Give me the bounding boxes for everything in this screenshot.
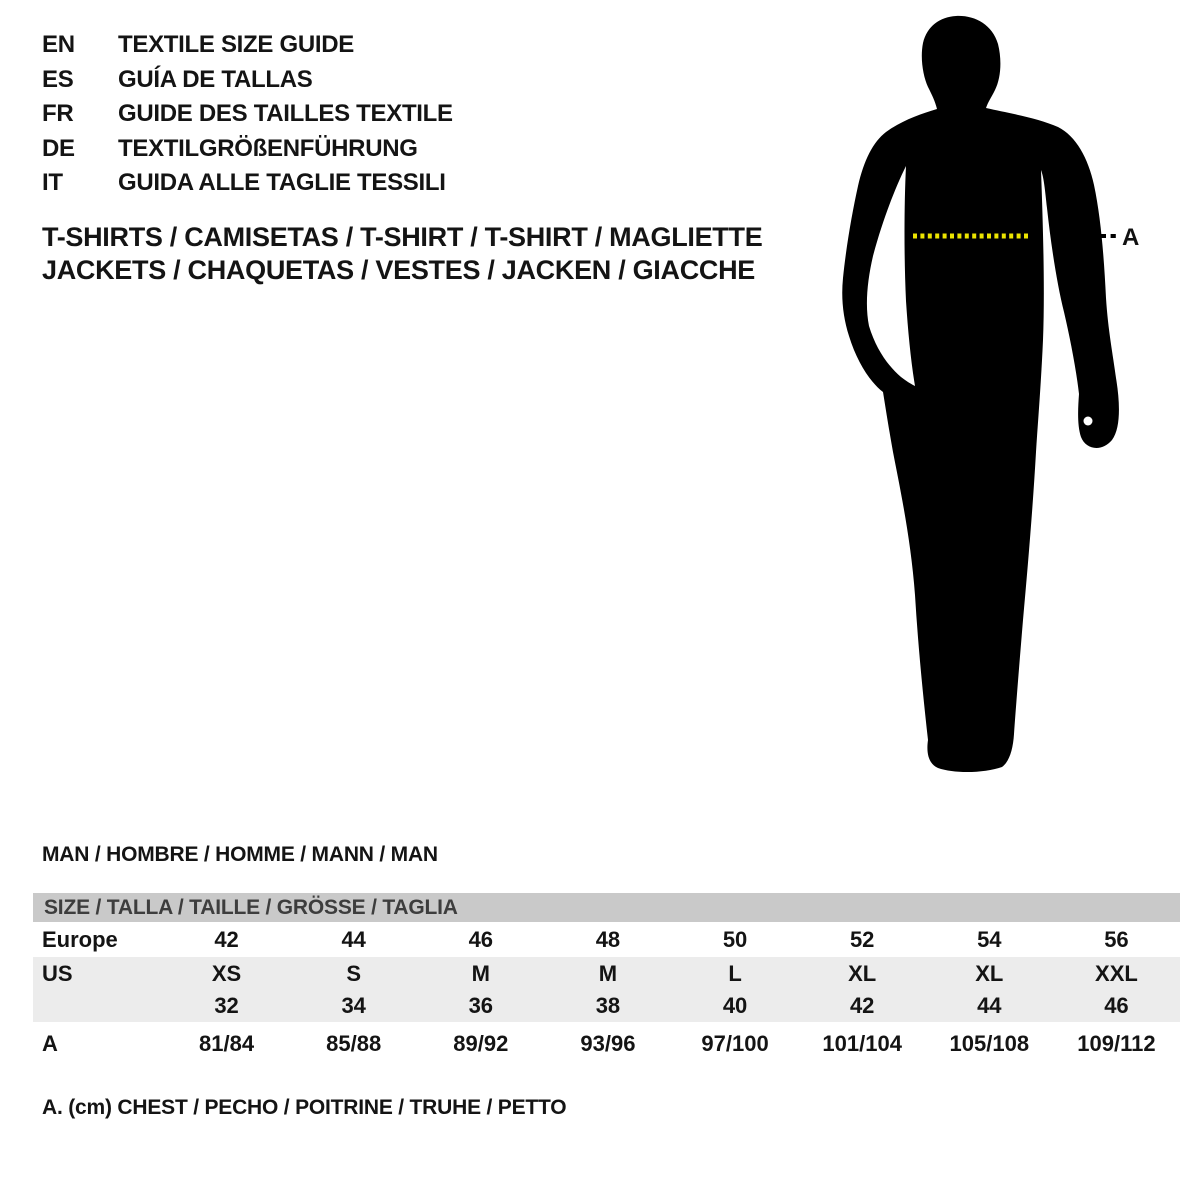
language-code: EN: [42, 31, 75, 59]
size-cell: XL: [848, 960, 877, 986]
size-cell: 46: [468, 926, 494, 952]
size-cell: 54: [977, 926, 1002, 952]
guide-title: TEXTILE SIZE GUIDE: [118, 31, 354, 59]
size-table-header: SIZE / TALLA / TAILLE / GRÖSSE / TAGLIA: [33, 893, 1180, 922]
table-row: [33, 990, 1180, 1022]
size-cell: 48: [595, 926, 621, 952]
table-row: [33, 1022, 1180, 1066]
language-guide-list: [42, 28, 453, 201]
size-cell: XXL: [1095, 960, 1138, 986]
size-cell: 38: [595, 993, 621, 1018]
size-cell: 44: [977, 993, 1002, 1018]
language-row: [42, 132, 453, 167]
size-cell: 44: [341, 926, 366, 952]
size-cell: L: [728, 960, 742, 986]
size-cell: 93/96: [580, 1031, 636, 1056]
size-cell: XL: [975, 960, 1004, 986]
size-cell: 34: [341, 993, 366, 1018]
size-cell: 85/88: [326, 1031, 382, 1056]
size-cell: 81/84: [199, 1031, 255, 1056]
size-cell: 89/92: [453, 1031, 509, 1056]
size-cell: M: [598, 960, 618, 986]
table-row: [33, 922, 1180, 957]
man-silhouette-figure: [810, 0, 1200, 800]
size-cell: 32: [214, 993, 239, 1018]
language-row: [42, 28, 453, 63]
size-cell: 52: [849, 926, 875, 952]
size-cell: S: [346, 960, 362, 986]
row-label: [33, 990, 163, 1022]
section-title-man: MAN / HOMBRE / HOMME / MANN / MAN: [42, 843, 438, 866]
guide-title: GUIDA ALLE TAGLIE TESSILI: [118, 169, 446, 197]
product-line-jackets: JACKETS / CHAQUETAS / VESTES / JACKEN / GIACCHE: [42, 255, 756, 285]
size-cell: 109/112: [1077, 1031, 1156, 1056]
size-cell: 46: [1104, 993, 1129, 1018]
language-row: [42, 97, 453, 132]
product-line-tshirts: T-SHIRTS / CAMISETAS / T-SHIRT / T-SHIRT / MAGLIETTE: [42, 222, 763, 252]
size-cell: 105/108: [949, 1031, 1030, 1056]
row-label: Europe: [42, 926, 118, 952]
table-row: [33, 957, 1180, 990]
size-cell: 50: [722, 926, 748, 952]
fist-thumb-notch: [1084, 417, 1093, 426]
size-cell: 42: [849, 993, 875, 1018]
size-cell: 101/104: [822, 1031, 902, 1056]
language-code: DE: [42, 134, 75, 162]
size-table-body: [33, 922, 1180, 1066]
guide-title: TEXTILGRÖßENFÜHRUNG: [118, 134, 418, 162]
measure-label-a: A: [1122, 224, 1140, 251]
size-cell: 42: [214, 926, 239, 952]
chest-footnote: A. (cm) CHEST / PECHO / POITRINE / TRUHE / PETTO: [42, 1096, 567, 1119]
size-cell: 97/100: [701, 1031, 769, 1056]
guide-title: GUÍA DE TALLAS: [118, 65, 313, 93]
man-silhouette: [842, 16, 1119, 772]
size-cell: XS: [211, 960, 242, 986]
size-cell: 56: [1104, 926, 1129, 952]
language-code: ES: [42, 65, 74, 93]
size-cell: 40: [722, 993, 748, 1018]
guide-title: GUIDE DES TAILLES TEXTILE: [118, 100, 453, 128]
size-table: [33, 922, 1180, 1066]
language-row: [42, 166, 453, 201]
product-types: [42, 221, 762, 287]
size-cell: M: [471, 960, 490, 986]
language-code: FR: [42, 100, 74, 128]
row-label: A: [42, 1031, 58, 1056]
language-code: IT: [42, 169, 63, 197]
size-cell: 36: [468, 993, 494, 1018]
language-row: [42, 63, 453, 98]
row-label: US: [42, 960, 73, 986]
